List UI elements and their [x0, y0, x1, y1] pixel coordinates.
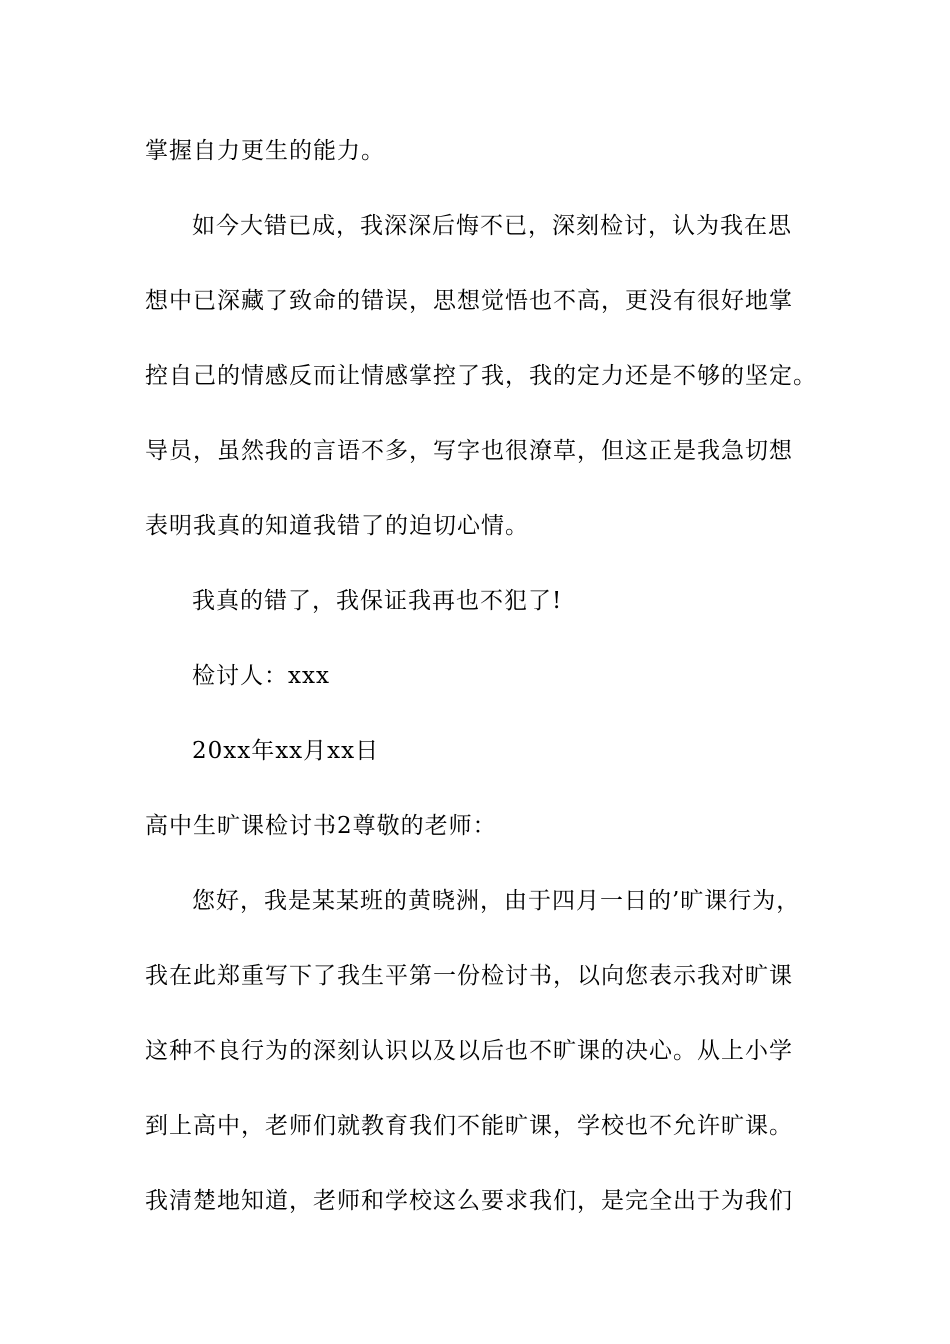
text-line: 到上高中，老师们就教育我们不能旷课，学校也不允许旷课。: [145, 1113, 793, 1139]
signature-line: 检讨人：xxx: [192, 663, 330, 689]
paragraph-line: 我真的错了，我保证我再也不犯了!: [192, 588, 563, 614]
text-line: 我在此郑重写下了我生平第一份检讨书，以向您表示我对旷课: [145, 963, 793, 989]
text-line: 掌握自力更生的能力。: [145, 138, 385, 164]
text-line: 表明我真的知道我错了的迫切心情。: [145, 513, 529, 539]
paragraph-line: 如今大错已成，我深深后悔不已，深刻检讨，认为我在思: [192, 213, 792, 239]
paragraph-line: 您好，我是某某班的黄晓洲，由于四月一日的’旷课行为，: [192, 888, 801, 914]
text-line: 这种不良行为的深刻认识以及以后也不旷课的决心。从上小学: [145, 1038, 793, 1064]
date-line: 20xx年xx月xx日: [192, 738, 380, 764]
text-line: 控自己的情感反而让情感掌控了我，我的定力还是不够的坚定。: [145, 363, 817, 389]
text-line: 想中已深藏了致命的错误，思想觉悟也不高，更没有很好地掌: [145, 288, 793, 314]
text-line: 导员，虽然我的言语不多，写字也很潦草，但这正是我急切想: [145, 438, 793, 464]
section-title: 高中生旷课检讨书2尊敬的老师：: [145, 813, 497, 839]
text-line: 我清楚地知道，老师和学校这么要求我们，是完全出于为我们: [145, 1188, 793, 1214]
